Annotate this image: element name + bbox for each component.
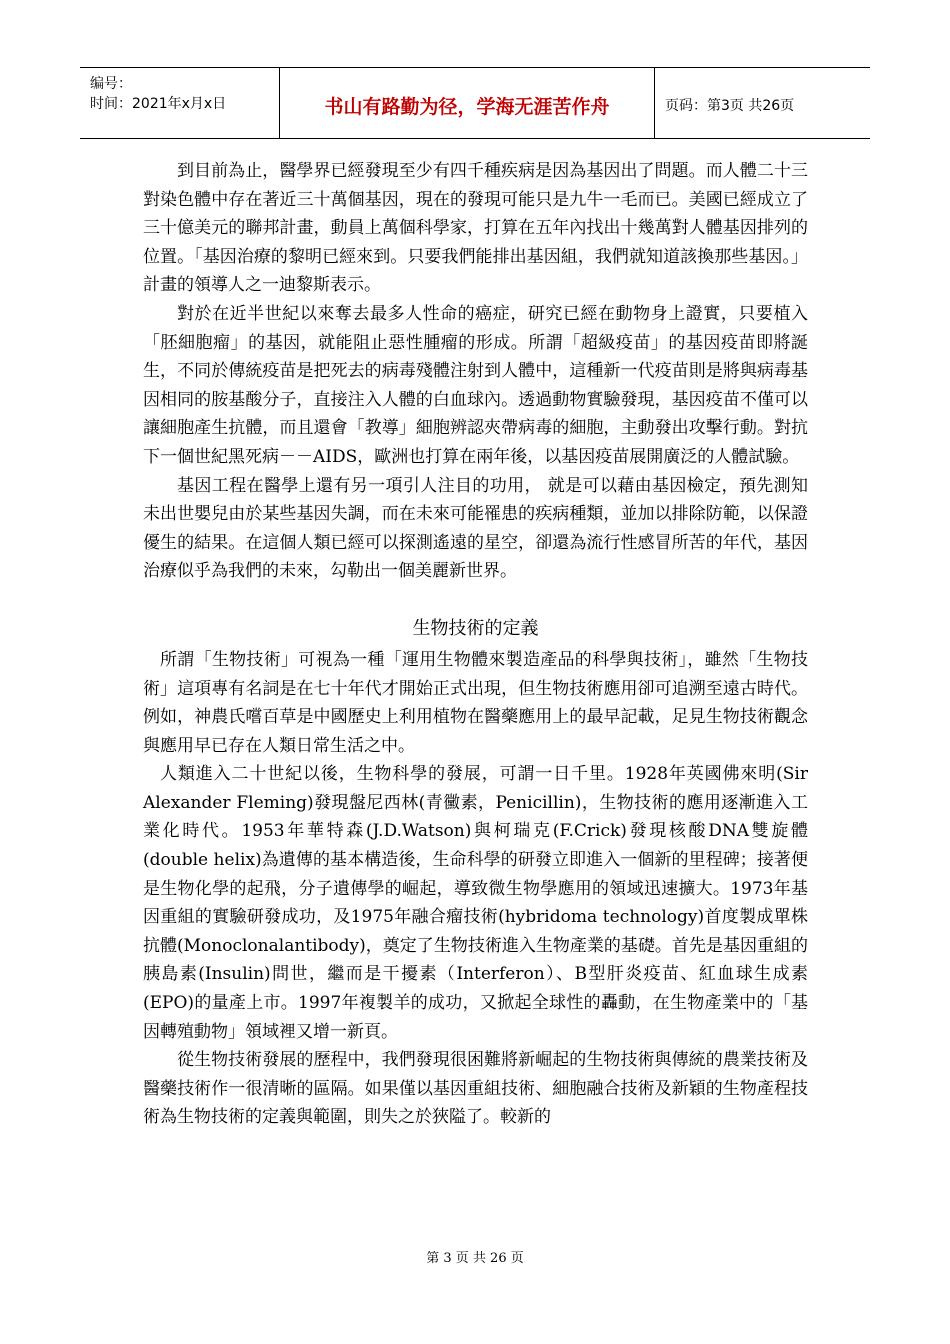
document-body [143, 157, 808, 1132]
page-footer: 第 3 页 共 26 页 [426, 1251, 524, 1266]
body-paragraph: 從生物技術發展的歷程中，我們發現很困難將新崛起的生物技術與傳統的農業技術及醫藥技術作一很清晰的區隔。如果僅以基因重組技術、細胞融合技術及新穎的生物產程技術為生物技術的定義與範圍，則失之於狹隘了。較新的 [143, 1050, 808, 1128]
body-paragraph: 對於在近半世紀以來奪去最多人性命的癌症，研究已經在動物身上證實，只要植入「胚細胞瘤」的基因，就能阻止惡性腫瘤的形成。所謂「超級疫苗」的基因疫苗即將誕生，不同於傳統疫苗是把死去的病毒殘體注射到人體中，這種新一代疫苗則是將與病毒基因相同的胺基酸分子，直接注入人體的白血球內。透過動物實驗發現，基因疫苗不僅可以讓細胞產生抗體，而且還會「教導」細胞辨認夾帶病毒的細胞，主動發出攻擊行動。對抗下一個世紀黑死病－－AIDS，歐洲也打算在兩年後，以基因疫苗展開廣泛的人體試驗。 [143, 303, 808, 467]
body-paragraph: 所謂「生物技術」可視為一種「運用生物體來製造產品的科學與技術」，雖然「生物技術」這項專有名詞是在七十年代才開始正式出現，但生物技術應用卻可追溯至遠古時代。例如，神農氏嚐百草是中國歷史上利用植物在醫藥應用上的最早記載，足見生物技術觀念與應用早已存在人類日常生活之中。 [143, 649, 808, 756]
body-paragraph: 基因工程在醫學上還有另一項引人注目的功用， 就是可以藉由基因檢定，預先測知未出世嬰兒由於某些基因失調，而在未來可能罹患的疾病種類，並加以排除防範，以保證優生的結果。在這個人類已經可以探測遙遠的星空，卻還為流行性感冒所苦的年代，基因治療似乎為我們的未來，勾勒出一個美麗新世界。 [143, 475, 808, 582]
body-paragraph: 到目前為止，醫學界已經發現至少有四千種疾病是因為基因出了問題。而人體二十三對染色體中存在著近三十萬個基因，現在的發現可能只是九牛一毛而已。美國已經成立了三十億美元的聯邦計畫，動員上萬個科學家，打算在五年內找出十幾萬對人體基因排列的位置。「基因治療的黎明已經來到。只要我們能排出基因組，我們就知道該換那些基因。」計畫的領導人之一迪黎斯表示。 [143, 161, 808, 296]
header-motto: 书山有路勤为径，学海无涯苦作舟 [280, 68, 655, 138]
header-meta [80, 68, 280, 138]
page-header [80, 67, 870, 139]
header-page-info: 页码：第3页 共26页 [665, 98, 795, 114]
body-paragraph: 人類進入二十世紀以後，生物科學的發展，可謂一日千里。1928年英國佛來明(Sir Alexander Fleming)發現盤尼西林(青黴素，Penicillin)，生物技術的應用逐漸進入工業化時代。1953年華特森(J.D.Watson)與柯瑞克(F.Crick)發現核酸DNA雙旋體(double helix)為遺傳的基本構造後，生命科學的研發立即進入一個新的里程碑；接著便是生物化學的起飛，分子遺傳學的崛起，導致微生物學應用的領域迅速擴大。1973年基因重組的實驗研發成功，及1975年融合瘤技術(hybridoma technology)首度製成單株抗體(Monoclonalantibody)，奠定了生物技術進入生物產業的基礎。首先是基因重組的胰島素(Insulin)問世，繼而是干擾素（Interferon）、B型肝炎疫苗、紅血球生成素(EPO)的量產上市。1997年複製羊的成功，又掀起全球性的轟動，在生物產業中的「基因轉殖動物」領域裡又增一新頁。 [143, 764, 808, 1042]
document-number-label: 编号： [90, 76, 132, 92]
document-time-label: 时间：2021年x月x日 [90, 96, 227, 112]
section-title: 生物技術的定義 [412, 617, 539, 639]
